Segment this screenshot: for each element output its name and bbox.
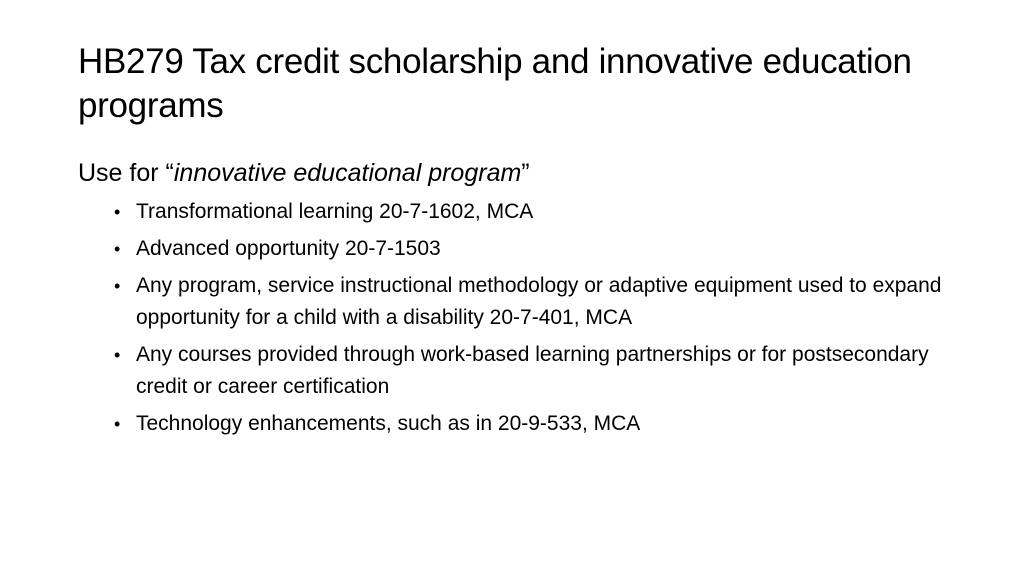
lead-suffix: ” bbox=[521, 159, 530, 187]
slide-body bbox=[78, 156, 978, 445]
bullet-text: Any program, service instructional methodology or adaptive equipment used to expand opportunity for a child with a disability 20-7-401, MCA bbox=[136, 274, 942, 329]
bullet-dot: • bbox=[114, 414, 121, 434]
bullet-dot: • bbox=[114, 276, 121, 296]
bullet-list bbox=[78, 196, 978, 440]
bullet-item bbox=[114, 408, 978, 440]
bullet-item bbox=[114, 196, 978, 228]
bullet-item bbox=[114, 339, 978, 403]
slide-title: HB279 Tax credit scholarship and innovative education programs bbox=[78, 42, 912, 125]
bullet-dot: • bbox=[114, 239, 121, 259]
bullet-text: Advanced opportunity 20-7-1503 bbox=[136, 237, 441, 260]
lead-emphasis: innovative educational program bbox=[173, 159, 522, 187]
bullet-item bbox=[114, 270, 978, 334]
lead-prefix: Use for “ bbox=[78, 159, 174, 187]
bullet-text: Technology enhancements, such as in 20-9-533, MCA bbox=[136, 412, 641, 435]
bullet-text: Transformational learning 20-7-1602, MCA bbox=[136, 200, 534, 223]
bullet-text: Any courses provided through work-based learning partnerships or for postsecondary credit or career certification bbox=[136, 343, 929, 398]
lead-line bbox=[78, 156, 978, 190]
bullet-dot: • bbox=[114, 345, 121, 365]
bullet-dot: • bbox=[114, 202, 121, 222]
bullet-item bbox=[114, 233, 978, 265]
